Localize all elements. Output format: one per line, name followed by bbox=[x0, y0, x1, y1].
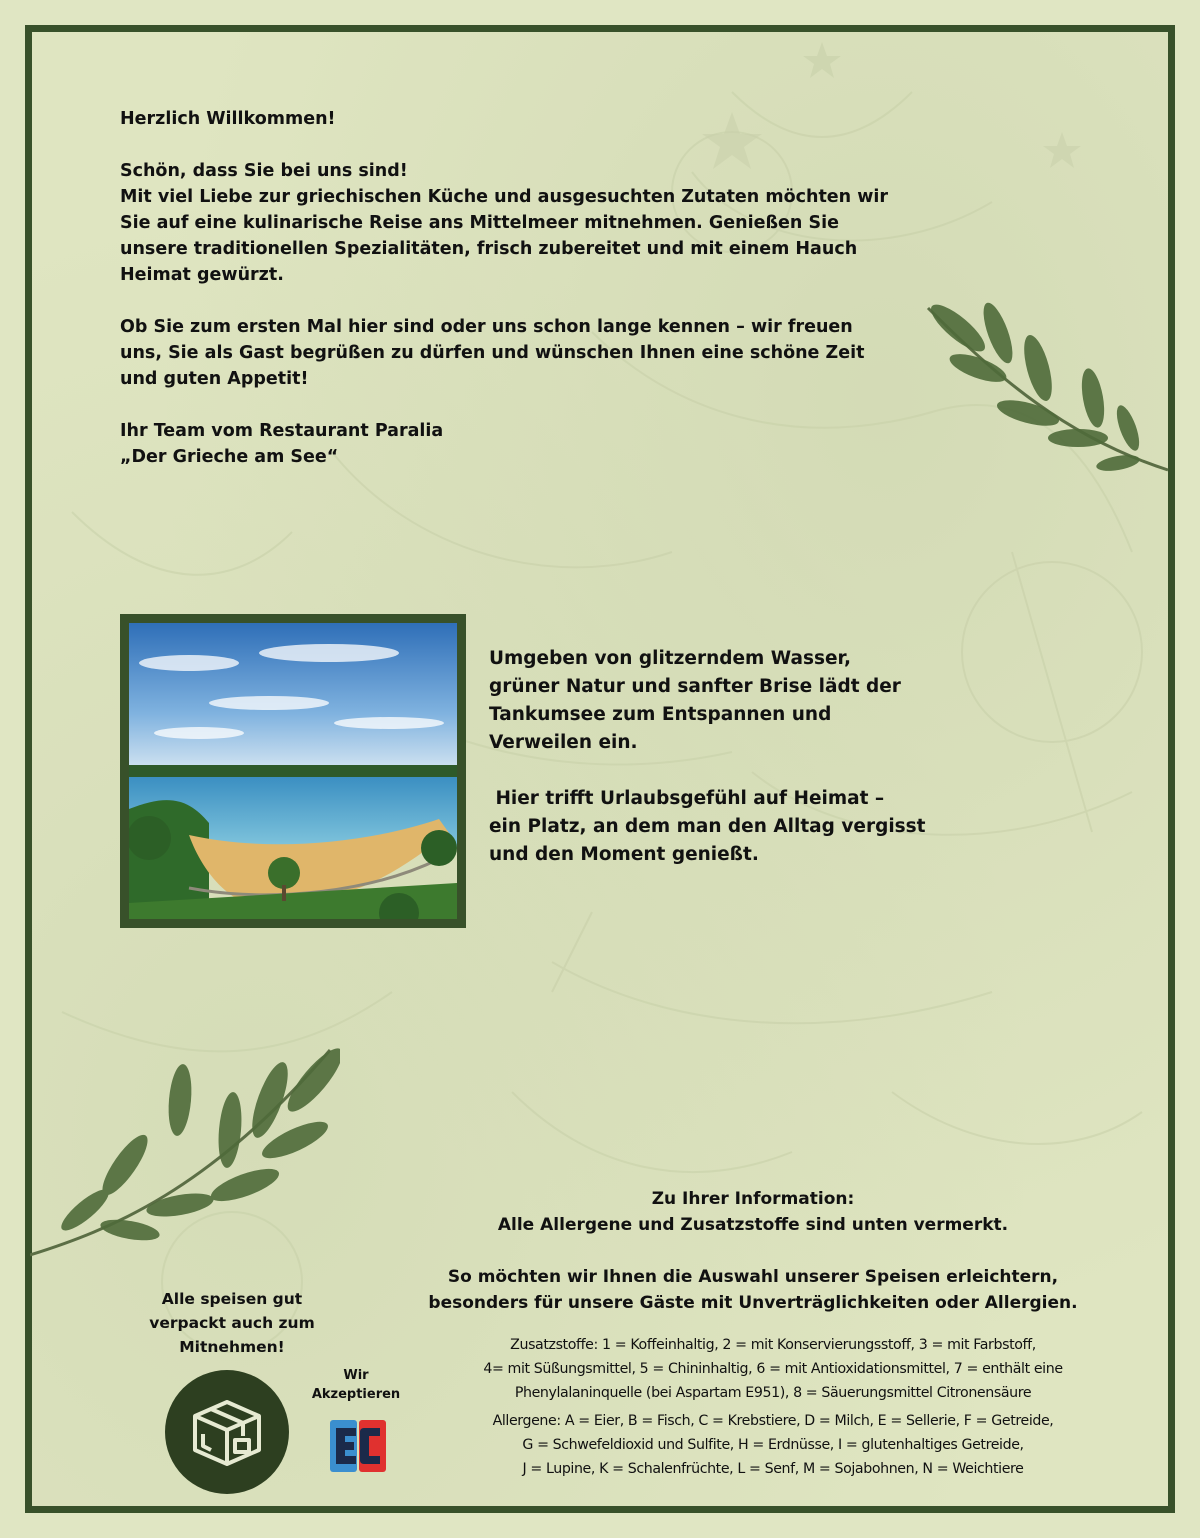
info-title-line: Alle Allergene und Zusatzstoffe sind unten vermerkt. bbox=[497, 1215, 1009, 1235]
welcome-intro-line: Heimat gewürzt. bbox=[120, 265, 284, 285]
lake-paragraph-2 bbox=[489, 785, 949, 869]
signature-line: „Der Grieche am See“ bbox=[120, 447, 339, 467]
lake-photo bbox=[120, 614, 466, 928]
welcome-intro-line: Schön, dass Sie bei uns sind! bbox=[120, 161, 408, 181]
payment-label-line: Akzeptieren bbox=[311, 1387, 401, 1402]
allergen-info bbox=[380, 1186, 1126, 1342]
welcome-guest-line: Ob Sie zum ersten Mal hier sind oder uns schon lange kennen – wir freuen bbox=[120, 317, 853, 337]
lake-paragraph-1 bbox=[489, 645, 949, 757]
welcome-guest bbox=[120, 314, 940, 392]
ec-card-logo bbox=[330, 1420, 386, 1472]
olive-branch-bottom-left bbox=[30, 1040, 340, 1270]
lake-line: und den Moment genießt. bbox=[489, 844, 759, 865]
takeaway-line: verpackt auch zum bbox=[149, 1314, 315, 1332]
package-box-icon bbox=[189, 1394, 265, 1470]
allergens-line: Allergene: A = Eier, B = Fisch, C = Krebstiere, D = Milch, E = Sellerie, F = Getreide, bbox=[492, 1413, 1054, 1429]
lake-description bbox=[489, 645, 949, 897]
welcome-heading: Herzlich Willkommen! bbox=[120, 109, 336, 129]
welcome-signature bbox=[120, 418, 940, 470]
lake-line: Umgeben von glitzerndem Wasser, bbox=[489, 648, 851, 669]
signature-line: Ihr Team vom Restaurant Paralia bbox=[120, 421, 444, 441]
takeaway-note bbox=[120, 1287, 344, 1359]
allergens-line: J = Lupine, K = Schalenfrüchte, L = Senf, M = Sojabohnen, N = Weichtiere bbox=[522, 1461, 1024, 1477]
info-body-line: besonders für unsere Gäste mit Unverträglichkeiten oder Allergien. bbox=[428, 1293, 1078, 1313]
lake-line: Hier trifft Urlaubsgefühl auf Heimat – bbox=[489, 788, 885, 809]
info-body bbox=[380, 1264, 1126, 1316]
takeaway-line: Alle speisen gut bbox=[161, 1290, 303, 1308]
welcome-intro-line: Mit viel Liebe zur griechischen Küche und ausgesuchten Zutaten möchten wir bbox=[120, 187, 889, 207]
additives-line: 4= mit Süßungsmittel, 5 = Chininhaltig, 6 = mit Antioxidationsmittel, 7 = enthält eine bbox=[483, 1361, 1063, 1377]
additives-line: Zusatzstoffe: 1 = Koffeinhaltig, 2 = mit Konservierungsstoff, 3 = mit Farbstoff, bbox=[510, 1337, 1036, 1353]
welcome-intro-line: unsere traditionellen Spezialitäten, frisch zubereitet und mit einem Hauch bbox=[120, 239, 858, 259]
additives-legend bbox=[440, 1333, 1106, 1405]
lake-line: ein Platz, an dem man den Alltag vergisst bbox=[489, 816, 926, 837]
allergens-line: G = Schwefeldioxid und Sulfite, H = Erdnüsse, I = glutenhaltiges Getreide, bbox=[522, 1437, 1024, 1453]
info-title-line: Zu Ihrer Information: bbox=[651, 1189, 855, 1209]
welcome-intro-line: Sie auf eine kulinarische Reise ans Mittelmeer mitnehmen. Genießen Sie bbox=[120, 213, 839, 233]
lake-line: grüner Natur und sanfter Brise lädt der bbox=[489, 676, 901, 697]
welcome-guest-line: und guten Appetit! bbox=[120, 369, 309, 389]
welcome-intro bbox=[120, 158, 940, 288]
payment-label bbox=[300, 1366, 412, 1404]
lake-line: Verweilen ein. bbox=[489, 732, 638, 753]
welcome-text bbox=[120, 106, 940, 496]
additives-line: Phenylalaninquelle (bei Aspartam E951), 8 = Säuerungsmittel Citronensäure bbox=[514, 1385, 1032, 1401]
lake-illustration bbox=[129, 623, 457, 919]
allergen-legend bbox=[440, 1333, 1106, 1485]
takeaway-line: Mitnehmen! bbox=[179, 1338, 285, 1356]
lake-line: Tankumsee zum Entspannen und bbox=[489, 704, 832, 725]
payment-label-line: Wir bbox=[343, 1368, 369, 1383]
welcome-guest-line: uns, Sie als Gast begrüßen zu dürfen und wünschen Ihnen eine schöne Zeit bbox=[120, 343, 865, 363]
info-body-line: So möchten wir Ihnen die Auswahl unserer Speisen erleichtern, bbox=[447, 1267, 1059, 1287]
takeaway-badge bbox=[165, 1370, 289, 1494]
olive-branch-top-right bbox=[918, 288, 1174, 488]
allergens-legend bbox=[440, 1409, 1106, 1481]
info-title bbox=[380, 1186, 1126, 1238]
